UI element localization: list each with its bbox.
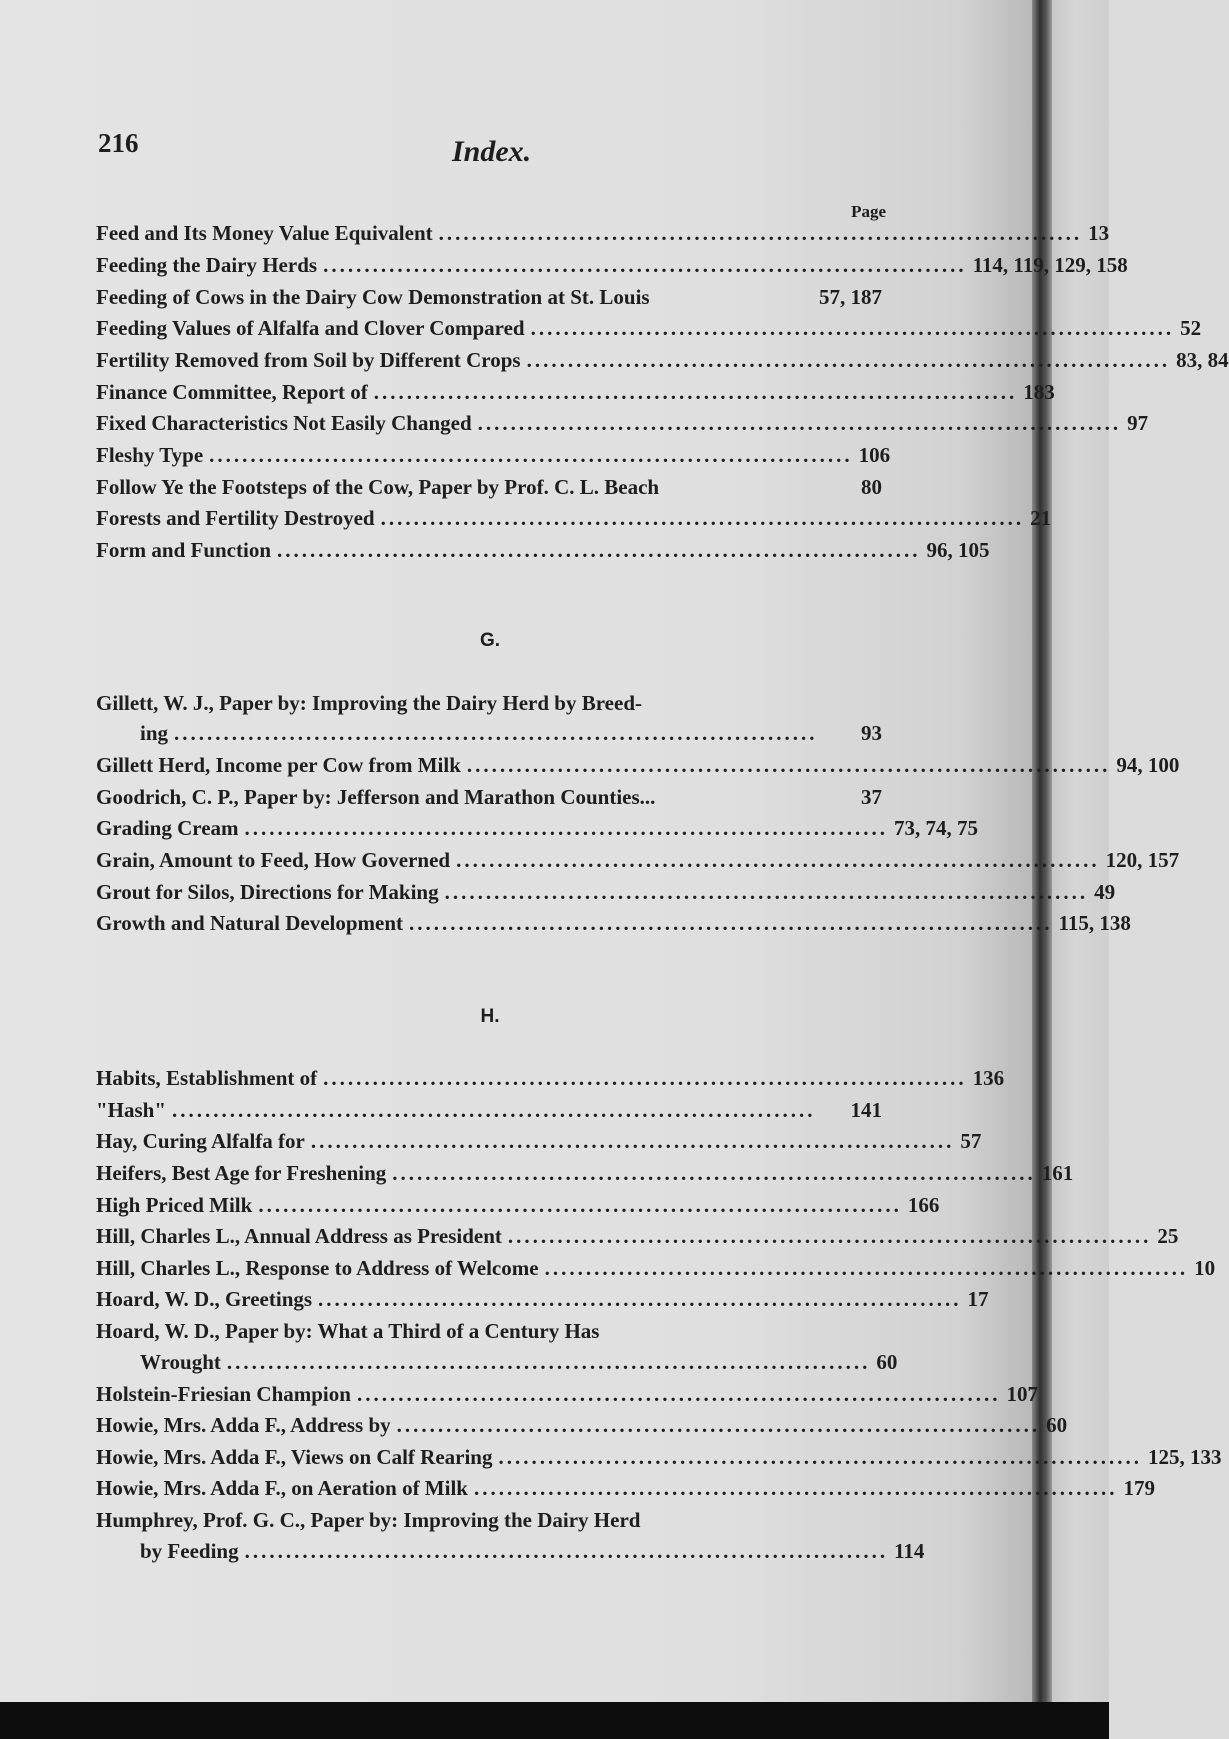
running-title: Index. xyxy=(452,135,532,168)
index-entry xyxy=(96,782,882,812)
index-entry: Forests and Fertility Destroyed .............................................................................. 21 xyxy=(96,503,882,533)
index-entry: Howie, Mrs. Adda F., Views on Calf Rearing .............................................................................. 125, 133 xyxy=(96,1442,882,1472)
entry-text: Feed and Its Money Value Equivalent xyxy=(96,221,433,245)
entry-text: Heifers, Best Age for Freshening xyxy=(96,1161,387,1185)
index-entry: Grain, Amount to Feed, How Governed .............................................................................. 120, 157 xyxy=(96,845,882,875)
index-entry: Heifers, Best Age for Freshening .............................................................................. 161 xyxy=(96,1158,882,1188)
index-entry: Finance Committee, Report of .............................................................................. 183 xyxy=(96,377,882,407)
entry-pages: 114, 119, 129, 158 xyxy=(972,253,1128,277)
index-entry: Feeding Values of Alfalfa and Clover Compared .............................................................................. 52 xyxy=(96,313,882,343)
entry-text: Feeding the Dairy Herds xyxy=(96,253,318,277)
entry-pages: 80 xyxy=(861,475,882,499)
entry-pages: 60 xyxy=(876,1350,898,1374)
entry-text: Feeding of Cows in the Dairy Cow Demonstration at St. Louis xyxy=(96,285,650,309)
entry-pages: 96, 105 xyxy=(926,538,990,562)
index-entry-first-line: Hoard, W. D., Paper by: What a Third of a Century Has xyxy=(96,1319,600,1343)
index-entry: Feeding the Dairy Herds .............................................................................. 114, 119, 129, 158 xyxy=(96,250,882,280)
entry-text: Gillett Herd, Income per Cow from Milk xyxy=(96,753,461,777)
index-entry: Grout for Silos, Directions for Making .............................................................................. 49 xyxy=(96,877,882,907)
entry-text: Howie, Mrs. Adda F., on Aeration of Milk xyxy=(96,1476,468,1500)
entry-pages: 179 xyxy=(1123,1476,1155,1500)
index-entry: Holstein-Friesian Champion .............................................................................. 107 xyxy=(96,1379,882,1409)
index-entry-first-line: Humphrey, Prof. G. C., Paper by: Improving the Dairy Herd xyxy=(96,1508,641,1532)
index-entry: Grading Cream .............................................................................. 73, 74, 75 xyxy=(96,813,882,843)
index-entry: "Hash" .............................................................................. 141 xyxy=(96,1095,882,1125)
entry-text: Wrought xyxy=(140,1350,221,1374)
index-entry-continuation: Wrought .............................................................................. 60 xyxy=(140,1347,882,1377)
entry-text: Hill, Charles L., Annual Address as President xyxy=(96,1224,502,1248)
entry-text: Forests and Fertility Destroyed xyxy=(96,506,375,530)
section-heading-g: G. xyxy=(479,630,501,651)
index-entry: Habits, Establishment of .............................................................................. 136 xyxy=(96,1063,882,1093)
entry-text: "Hash" xyxy=(96,1098,167,1122)
entry-pages: 97 xyxy=(1127,411,1149,435)
entry-pages: 37 xyxy=(861,785,882,809)
entry-text: Finance Committee, Report of xyxy=(96,380,368,404)
entry-text: Fertility Removed from Soil by Different Crops xyxy=(96,348,521,372)
entry-pages: 161 xyxy=(1041,1161,1074,1185)
entry-pages: 120, 157 xyxy=(1105,848,1180,872)
index-entry: Fleshy Type .............................................................................. 106 xyxy=(96,440,882,470)
entry-pages: 166 xyxy=(907,1193,940,1217)
index-entry: Howie, Mrs. Adda F., Address by .............................................................................. 60 xyxy=(96,1410,882,1440)
section-heading-h: H. xyxy=(480,1006,500,1027)
entry-text: Grading Cream xyxy=(96,816,239,840)
entry-pages: 106 xyxy=(858,443,891,467)
index-entry: Feed and Its Money Value Equivalent .............................................................................. 13 xyxy=(96,218,882,248)
index-entry xyxy=(96,282,882,312)
entry-pages: 49 xyxy=(1094,880,1116,904)
entry-pages: 57, 187 xyxy=(819,285,882,309)
entry-text: Grain, Amount to Feed, How Governed xyxy=(96,848,451,872)
entry-pages: 10 xyxy=(1194,1256,1216,1280)
entry-pages: 13 xyxy=(1088,221,1110,245)
index-entry: Form and Function .............................................................................. 96, 105 xyxy=(96,535,882,565)
entry-pages: 17 xyxy=(967,1287,989,1311)
index-entry: Gillett Herd, Income per Cow from Milk .............................................................................. 94, 100 xyxy=(96,750,882,780)
entry-text: Fleshy Type xyxy=(96,443,204,467)
entry-text: Follow Ye the Footsteps of the Cow, Paper by Prof. C. L. Beach xyxy=(96,475,660,499)
index-entry: High Priced Milk .............................................................................. 166 xyxy=(96,1190,882,1220)
index-entry: Hill, Charles L., Annual Address as President .............................................................................. 25 xyxy=(96,1221,882,1251)
entry-text: Hill, Charles L., Response to Address of Welcome xyxy=(96,1256,539,1280)
index-entry-first-line: Gillett, W. J., Paper by: Improving the Dairy Herd by Breed- xyxy=(96,691,642,715)
index-entry: Growth and Natural Development .............................................................................. 115, 138 xyxy=(96,908,882,938)
entry-pages: 25 xyxy=(1157,1224,1179,1248)
index-entry-continuation: ing .............................................................................. 93 xyxy=(140,718,882,748)
entry-pages: 183 xyxy=(1023,380,1055,404)
index-entry: Fertility Removed from Soil by Different Crops .............................................................................. 83, 84 xyxy=(96,345,882,375)
entry-pages: 57 xyxy=(960,1129,982,1153)
index-entry-continuation: by Feeding .............................................................................. 114 xyxy=(140,1536,882,1566)
entry-text: Growth and Natural Development xyxy=(96,911,404,935)
entry-text: by Feeding xyxy=(140,1539,239,1563)
entry-pages: 125, 133 xyxy=(1147,1445,1222,1469)
entry-text: Fixed Characteristics Not Easily Changed xyxy=(96,411,472,435)
entry-text: Grout for Silos, Directions for Making xyxy=(96,880,439,904)
entry-pages: 114 xyxy=(894,1539,925,1563)
entry-text: Habits, Establishment of xyxy=(96,1066,318,1090)
index-entry xyxy=(96,472,882,502)
index-entry: Fixed Characteristics Not Easily Changed .............................................................................. 97 xyxy=(96,408,882,438)
entry-text: Goodrich, C. P., Paper by: Jefferson and Marathon Counties... xyxy=(96,785,656,809)
entry-pages: 60 xyxy=(1046,1413,1068,1437)
entry-pages: 83, 84 xyxy=(1176,348,1229,372)
entry-text: High Priced Milk xyxy=(96,1193,253,1217)
entry-pages: 21 xyxy=(1030,506,1052,530)
index-entry: Hoard, W. D., Greetings .............................................................................. 17 xyxy=(96,1284,882,1314)
index-entry: Hill, Charles L., Response to Address of Welcome .............................................................................. 10 xyxy=(96,1253,882,1283)
entry-pages: 73, 74, 75 xyxy=(894,816,979,840)
entry-text: Howie, Mrs. Adda F., Address by xyxy=(96,1413,391,1437)
entry-text: Hay, Curing Alfalfa for xyxy=(96,1129,305,1153)
entry-pages: 93 xyxy=(861,721,882,745)
entry-pages: 115, 138 xyxy=(1058,911,1131,935)
page-column-heading: Page xyxy=(851,202,886,221)
index-entry: Howie, Mrs. Adda F., on Aeration of Milk .............................................................................. 179 xyxy=(96,1473,882,1503)
entry-text: ing xyxy=(140,721,169,745)
entry-text: Form and Function xyxy=(96,538,272,562)
entry-pages: 94, 100 xyxy=(1116,753,1180,777)
entry-pages: 141 xyxy=(850,1098,882,1122)
entry-text: Feeding Values of Alfalfa and Clover Compared xyxy=(96,316,525,340)
index-entry: Hay, Curing Alfalfa for .............................................................................. 57 xyxy=(96,1126,882,1156)
scan-bottom-border xyxy=(0,1702,1109,1739)
entry-pages: 136 xyxy=(972,1066,1005,1090)
entry-pages: 107 xyxy=(1006,1382,1038,1406)
entry-text: Holstein-Friesian Champion xyxy=(96,1382,351,1406)
page-number: 216 xyxy=(98,128,139,158)
entry-text: Hoard, W. D., Greetings xyxy=(96,1287,313,1311)
entry-text: Howie, Mrs. Adda F., Views on Calf Rearing xyxy=(96,1445,493,1469)
entry-pages: 52 xyxy=(1180,316,1202,340)
